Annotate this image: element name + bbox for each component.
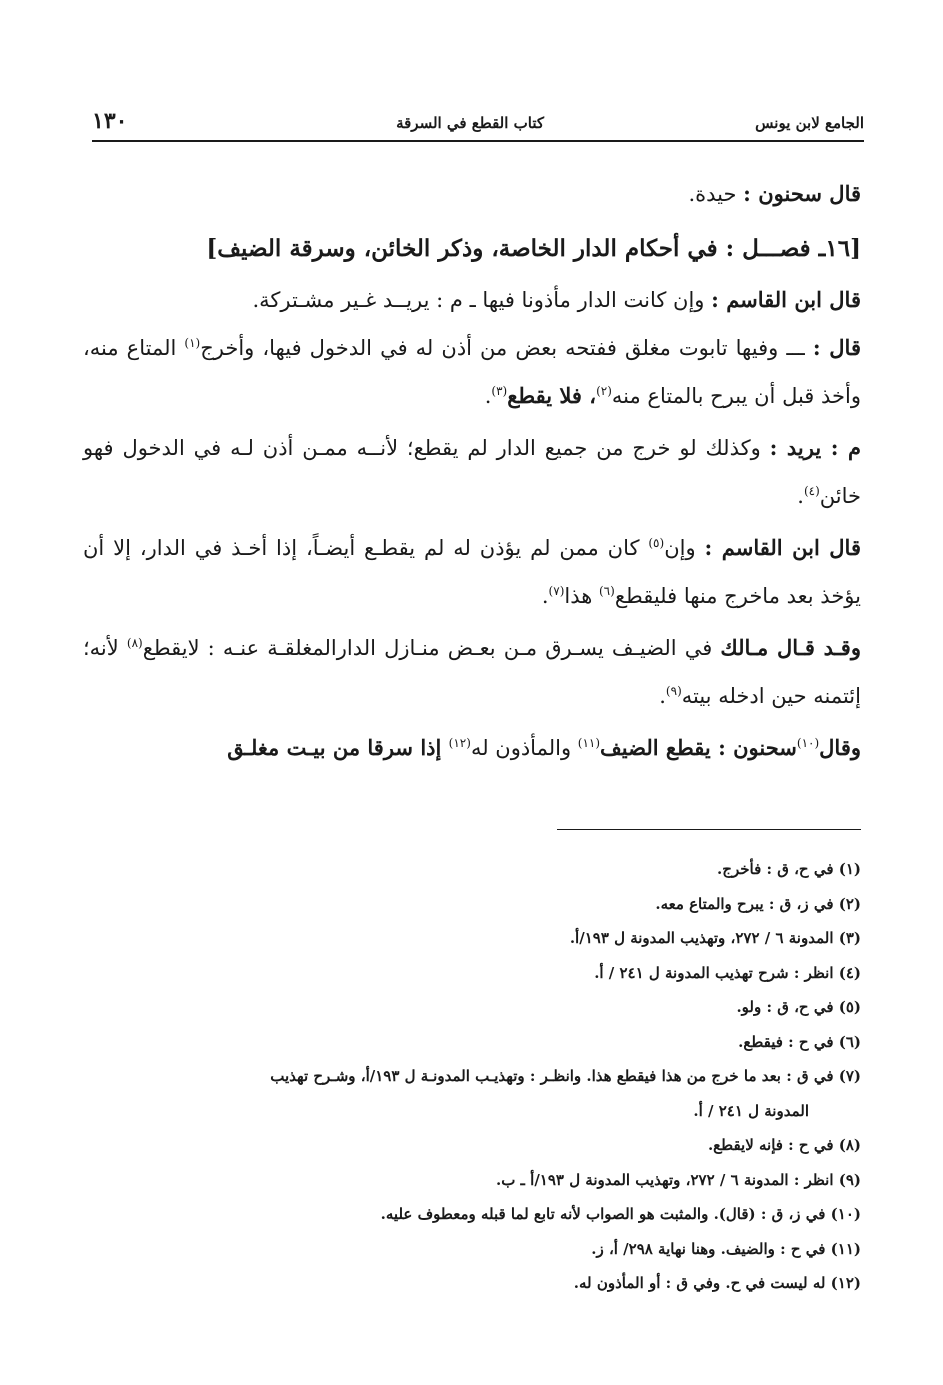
speaker: قال سحنون :: [743, 181, 861, 206]
paragraph-0: [83, 170, 861, 218]
footnotes: [83, 852, 861, 1301]
paragraph-4: [83, 524, 861, 620]
text: المتاع منه، وأخذ قبل أن يبرح بالمتاع منه: [83, 336, 861, 408]
footnote: (١١) في ح : والضيف. وهنا نهاية ٢٩٨/ أ، ز.: [591, 1239, 861, 1258]
text: وكذلك لو خرج من جميع الدار لم يقطع؛ لأنــه ممـن أذن لـه في الدخول فهو خائن: [83, 436, 861, 508]
footnote-ref: (٩): [665, 684, 682, 698]
text: لأنه؛ إئتمنه حين ادخله بيته: [83, 636, 861, 708]
footnote-ref: (٦): [598, 584, 615, 598]
footnote-ref: (١١): [577, 736, 601, 750]
footnote: (٧) في ق : بعد ما خرج من هذا فيقطع هذا. وانظـر : وتهذيـب المدونـة ل ١٩٣/أ، وشـرح تهذيب: [270, 1067, 861, 1085]
text: يقطع الضيف: [600, 735, 719, 760]
text: كان ممن لم يؤذن له لم يقطـع أيضـاً، إذا أخـذ في الدار، إلا أن يؤخذ بعد ماخرج منها فليقطع: [83, 536, 861, 608]
footnote: (٨) في ح : فإنه لايقطع.: [707, 1136, 861, 1154]
footnote: (٩) انظر : المدونة ٦ / ٢٧٢، وتهذيب المدونة ل ١٩٣/أ ـ ب.: [495, 1170, 861, 1189]
paragraph-6: [83, 724, 861, 772]
speaker: وقـد قـال مـالك: [720, 635, 861, 660]
speaker: سحنون :: [718, 735, 797, 760]
text: وإن كانت الدار مأذونا فيها ـ م : يريــد غـير مشـتركة.: [252, 288, 712, 312]
text: .: [659, 684, 666, 708]
text: .: [541, 584, 549, 608]
footnote-rule: [557, 829, 861, 830]
footnote-ref: (٤): [803, 484, 820, 498]
footnote: (٤) انظر : شرح تهذيب المدونة ل ٢٤١ / أ.: [594, 963, 861, 982]
footnote: (٢) في ز، ق : يبرح والمتاع معه.: [655, 894, 861, 913]
footnote: (٣) المدونة ٦ / ٢٧٢، وتهذيب المدونة ل ١٩٣/أ.: [569, 929, 861, 947]
paragraph-3: [83, 424, 861, 520]
footnote-continuation: المدونة ل ٢٤١ / أ.: [693, 1101, 809, 1120]
footnote-ref: (٥): [648, 536, 665, 550]
footnote-ref: (١٠): [796, 736, 820, 750]
footnote-ref: (٧): [548, 584, 565, 598]
text: هذا: [564, 584, 599, 608]
footnote-ref: (٢): [596, 384, 612, 398]
text: ـــ وفيها تابوت مغلق ففتحه بعض من أذن له في الدخول فيها، وأخرج: [200, 336, 813, 360]
text: والمأذون له: [470, 736, 578, 760]
footnote: (١٠) في ز، ق : (قال). والمثبت هو الصواب لأنه تابع لما قبله ومعطوف عليه.: [380, 1205, 861, 1223]
footnote-ref: (١٢): [448, 736, 471, 750]
paragraph-5: [83, 624, 861, 720]
book-title: الجامع لابن يونس: [755, 114, 864, 132]
speaker: قال :: [812, 335, 861, 360]
main-text: [83, 170, 861, 772]
speaker: قال ابن القاسم :: [704, 535, 861, 560]
footnote-ref: (٣): [491, 384, 508, 398]
speaker: قال ابن القاسم :: [711, 287, 861, 312]
text: وإن: [664, 536, 705, 560]
speaker: م : يريد :: [769, 435, 861, 460]
text: .: [484, 384, 492, 408]
footnote: (١٢) له ليست في ح. وفي ق : أو المأذون له.: [573, 1274, 861, 1292]
text: إذا سرقا من بيـت مغلـق: [227, 735, 449, 760]
footnote-ref: (١): [184, 336, 201, 350]
speaker: وقال: [819, 735, 861, 760]
footnote-ref: (٨): [126, 636, 143, 650]
footnote: (٥) في ح، ق : ولو.: [736, 998, 861, 1016]
text: في الضيـف يسـرق مـن بعـض منـازل الدارالمغلقـة عنـه : لايقطع: [142, 636, 721, 660]
text: .: [797, 484, 804, 508]
header-rule: [92, 140, 864, 142]
section-heading: [١٦ـ فصـــل : في أحكام الدار الخاصة، وذكر الخائن، وسرقة الضيف]: [206, 235, 861, 262]
footnote: (٦) في ح : فيقطع.: [738, 1032, 861, 1051]
paragraph-2: [83, 324, 861, 420]
page-number: ١٣٠: [92, 108, 128, 134]
page-header: [92, 108, 864, 142]
text: حيدة.: [688, 182, 744, 206]
text: ، فلا يقطع: [507, 383, 597, 408]
footnote: (١) في ح، ق : فأخرج.: [717, 860, 861, 878]
paragraph-1: [83, 276, 861, 324]
chapter-title: كتاب القطع في السرقة: [396, 114, 544, 132]
